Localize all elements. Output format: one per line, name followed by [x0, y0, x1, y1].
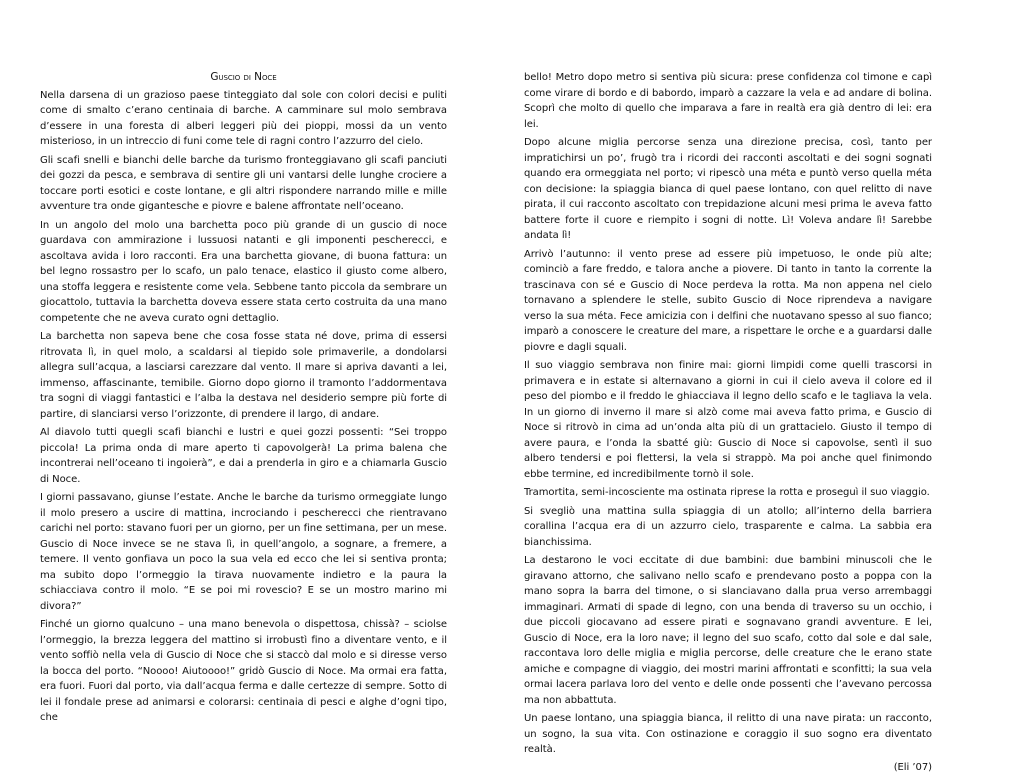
- right-column: [524, 70, 932, 778]
- paragraph: La destarono le voci eccitate di due bambini: due bambini minuscoli che le giravano attorno, che salivano nello scafo e prendevano posto a poppa con la mano sopra la barra del timone, o si slanciavano dalla prua verso arrembaggi immaginari. Armati di spade di legno, con una benda di traverso su un occhio, i due piccoli giocavano ad essere pirati e sognavano grandi avventure. E lei, Guscio di Noce, era la loro nave; il legno del suo scafo, cotto dal sole e dal sale, raccontava loro delle miglia e miglia percorse, delle creature che le erano state amiche e compagne di viaggio, dei mostri marini affrontati e sconfitti; la sua vela ormai lacera parlava loro del vento e delle onde possenti che l’avevano percossa ma non abbattuta.: [524, 555, 932, 706]
- left-column: [40, 70, 447, 729]
- paragraph: Nella darsena di un grazioso paese tinteggiato dal sole con colori decisi e puliti come di smalto c’erano centinaia di barche. A camminare sul molo sembrava d’essere in una foresta di alberi leggeri più dei pioppi, mossi da un vento misterioso, in un intreccio di funi come tele di ragni contro l’azzurro del cielo.: [40, 89, 447, 147]
- paragraph: Tramortita, semi-incosciente ma ostinata riprese la rotta e proseguì il suo viaggio.: [524, 487, 930, 498]
- paragraph: La barchetta non sapeva bene che cosa fosse stata né dove, prima di essersi ritrovata lì, in quel molo, a scaldarsi al tiepido sole primaverile, a dondolarsi allegra sull’acqua, a lasciarsi carezzare dal vento. Il mare si apriva davanti a lei, immenso, affascinante, temibile. Giorno dopo giorno il tramonto l’addormentava tra sogni di viaggi fantastici e l’alba la destava nel desiderio sempre più forte di partire, di slanciarsi verso l’orizzonte, di prendere il largo, di andare.: [40, 331, 447, 420]
- paragraph: bello! Metro dopo metro si sentiva più sicura: prese confidenza col timone e capì come virare di bordo e di babordo, imparò a cazzare la vela e ad andare di bolina. Scoprì che molto di quello che imparava a fare in realtà era già dentro di lei: era lei.: [524, 72, 932, 130]
- paragraph: Al diavolo tutti quegli scafi bianchi e lustri e quei gozzi possenti: “Sei troppo piccola! La prima onda di mare aperto ti capovolgerà! La prima balena che incontrerai nell’oceano ti ingoierà”, e dai a prenderla in giro e a chiamarla Guscio di Noce.: [40, 427, 447, 485]
- paragraph: Dopo alcune miglia percorse senza una direzione precisa, così, tanto per impratichirsi un po’, frugò tra i ricordi dei racconti ascoltati e dei sogni sognati quando era ormeggiata nel porto; vi ripescò una méta e puntò verso quella méta con decisione: la spiaggia bianca di quel paese lontano, con quel relitto di nave pirata, il cui racconto ascoltato con trepidazione alcuni mesi prima le aveva fatto battere forte il cuore e riempito i sogni di notte. Lì! Voleva andare lì! Sarebbe andata lì!: [524, 137, 932, 241]
- paragraph: Arrivò l’autunno: il vento prese ad essere più impetuoso, le onde più alte; cominciò a fare freddo, e talora anche a piovere. Di tanto in tanto la corrente la trascinava con sé e Guscio di Noce perdeva la rotta. Ma non appena nel cielo tornavano a splendere le stelle, subito Guscio di Noce riprendeva a navigare verso la sua méta. Fece amicizia con i delfini che nuotavano spesso al suo fianco; imparò a conoscere le creature del mare, a rispettare le orche e a guardarsi dalle piovre e dagli squali.: [524, 248, 932, 353]
- paragraph: Gli scafi snelli e bianchi delle barche da turismo fronteggiavano gli scafi panciuti dei gozzi da pesca, e sembrava di sentire gli uni vantarsi delle lunghe crociere a toccare porti esotici e coste lontane, e gli altri rispondere narrando mille e mille avventure tra onde gigantesche e piovre e balene affrontate nell’oceano.: [40, 154, 447, 212]
- paragraph: Si svegliò una mattina sulla spiaggia di un atollo; all’interno della barriera corallina l’acqua era di un azzurro cielo, trasparente e calma. La sabbia era bianchissima.: [524, 505, 932, 548]
- paragraph: Un paese lontano, una spiaggia bianca, il relitto di una nave pirata: un racconto, un sogno, la sua vita. Con ostinazione e coraggio il suo sogno era diventato realtà.: [524, 713, 932, 755]
- story-title: Guscio di Noce: [210, 71, 277, 83]
- paragraph: In un angolo del molo una barchetta poco più grande di un guscio di noce guardava con ammirazione i lussuosi natanti e gli imponenti pescherecci, e ascoltava avida i loro racconti. Era una barchetta giovane, di buona fattura: un bel legno rossastro per lo scafo, un palo tenace, elastico il giusto come albero, una stoffa leggera e resistente come vela. Sebbene tanto piccola da sembrare un giocattolo, tuttavia la barchetta doveva essere stata certo costruita da una mano competente che ne aveva curato ogni dettaglio.: [40, 219, 447, 324]
- paragraph: Finché un giorno qualcuno – una mano benevola o dispettosa, chissà? – sciolse l’ormeggio, la brezza leggera del mattino si irrobustì fino a diventare vento, e il vento soffiò nella vela di Guscio di Noce che si staccò dal molo e si diresse verso la bocca del porto. “Noooo! Aiutoooo!” gridò Guscio di Noce. Ma ormai era fatta, era fuori. Fuori dal porto, via dall’acqua ferma e dalle certezze di sempre. Sotto di lei il fondale prese ad animarsi e colorarsi: centinaia di pesci e alghe d’ogni tipo, che: [40, 619, 447, 723]
- author-signature: (Eli ’07): [893, 761, 932, 773]
- paragraph: Il suo viaggio sembrava non finire mai: giorni limpidi come quelli trascorsi in primavera e in estate si alternavano a giorni in cui il cielo aveva il colore ed il peso del piombo e il freddo le ghiacciava il legno dello scafo e le tagliava la vela. In un giorno di inverno il mare si alzò come mai aveva fatto prima, e Guscio di Noce si ritrovò in cima ad un’onda alta più di un grattacielo. Giusto il tempo di avere paura, e l’onda la sbatté giù: Guscio di Noce si capovolse, sentì il suo albero tendersi e poi flettersi, la vela si strappò. Ma poi anche quel finimondo ebbe termine, ed incredibilmente tornò il sole.: [524, 360, 932, 480]
- paragraph: I giorni passavano, giunse l’estate. Anche le barche da turismo ormeggiate lungo il molo presero a uscire di mattina, incrociando i pescherecci che rientravano carichi nel porto: stavano fuori per un giorno, per un fine settimana, per un mese. Guscio di Noce invece se ne stava lì, in quell’angolo, a sognare, a fremere, a temere. Il vento gonfiava un poco la sua vela ed ecco che lei si sentiva pronta; ma subito dopo l’ormeggio la tirava nuovamente indietro e la paura la schiacciava contro il molo. “E se poi mi rovescio? E se un mostro marino mi divora?”: [40, 492, 447, 612]
